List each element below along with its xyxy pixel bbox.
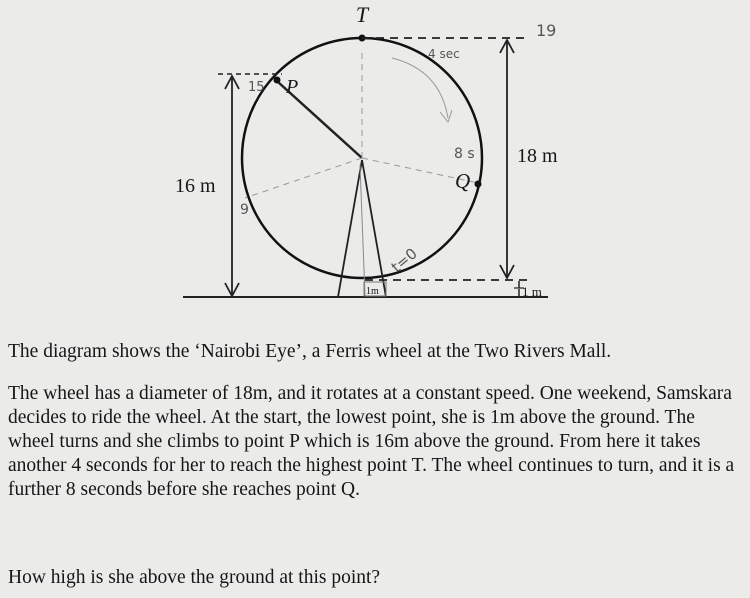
problem-paragraph: The wheel has a diameter of 18m, and it rotates at a constant speed. One weekend, Samskara decides to ride the wheel. At the start, the lowest point, she is 1m above the ground. The wheel turns and she climbs to point P which is 16m above the ground. From here it takes another 4 seconds for her to reach the highest point T. The wheel continues to turn, and it is a further 8 seconds before she reaches point Q.: [8, 383, 735, 500]
note-start: t=0: [387, 244, 421, 277]
label-1m: 1 m: [522, 284, 542, 299]
label-t: T: [355, 2, 369, 27]
label-q: Q: [455, 169, 471, 193]
pencil-arrowhead: [440, 110, 452, 122]
point-p: [274, 77, 281, 84]
note-p-time: 15: [248, 80, 265, 95]
label-16m: 16 m: [175, 175, 216, 197]
label-18m: 18 m: [517, 145, 558, 167]
question-paragraph: How high is she above the ground at this point?: [8, 567, 381, 588]
note-interval-2: 8 s: [454, 146, 475, 162]
intro-paragraph: The diagram shows the ‘Nairobi Eye’, a Ferris wheel at the Two Rivers Mall.: [8, 341, 612, 362]
note-interval-1: 4 sec: [428, 47, 460, 61]
pencil-radius-left: [245, 158, 362, 198]
label-p: P: [286, 76, 299, 98]
support-center: [360, 165, 365, 296]
label-base-1m: 1m: [366, 286, 379, 297]
note-left-time: 9: [240, 202, 249, 218]
note-top-time: 19: [536, 21, 557, 40]
point-q: [475, 181, 482, 188]
